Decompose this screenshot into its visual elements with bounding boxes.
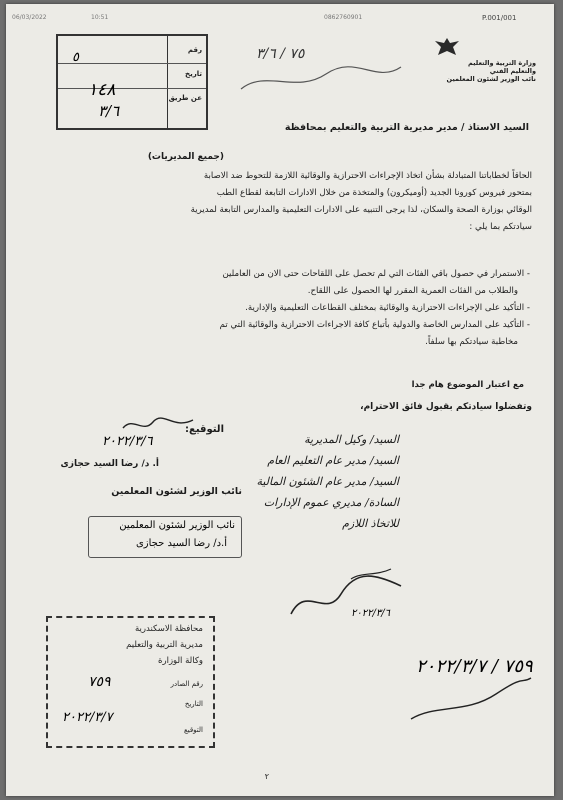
- incoming-register-stamp: [56, 34, 208, 130]
- bullet-list: [40, 266, 530, 351]
- signature-hand-date: ٢٠٢٢/٣/٦: [102, 434, 153, 449]
- stamp-name: أ.د/ رضا السيد حجازى: [135, 538, 227, 549]
- signature-label: التوقيع:: [185, 424, 224, 435]
- bullet-3-line-1: - التأكيد على المدارس الخاصة والدولية بأتباع كافة الاجراءات الاحترازية والوقائية التي تم: [219, 320, 530, 330]
- dept-stamp-line2: مديرية التربية والتعليم: [126, 640, 203, 650]
- note-hand-date: ٢٠٢٢/٣/٦: [351, 608, 390, 619]
- note-line-2: السيد/ مدير عام التعليم العام: [267, 454, 399, 467]
- handwritten-distribution: [256, 429, 399, 534]
- note-line-1: السيد/ وكيل المديرية: [304, 433, 399, 446]
- dept-stamp-line1: محافظة الاسكندرية: [134, 624, 203, 634]
- bullet-2: - التأكيد على الإجراءات الاحترازية والوقائية بمختلف القطاعات التعليمية والإدارية.: [245, 303, 530, 313]
- recipients: (جميع المديريات): [147, 152, 224, 162]
- bullet-3-line-2: مخاطبة سيادتكم بها سلفاً.: [425, 337, 518, 347]
- body-line-1: الحاقاً لخطاباتنا المتبادلة بشأن اتخاذ الإجراءات الاحترازية والوقائية اللازمة للتحوط ضد الاصابة: [203, 171, 532, 181]
- department-stamp: [46, 616, 215, 748]
- note-line-4: السادة/ مديري عموم الإدارات: [263, 496, 399, 509]
- stamp-hand-number: ١٤٨: [88, 80, 116, 100]
- dept-stamp-out-no: ٧٥٩: [88, 674, 111, 690]
- bottom-scribble: [406, 674, 536, 724]
- fax-date: 06/03/2022: [12, 14, 47, 21]
- body-line-2: بمتحور فيروس كورونا الجديد (أوميكرون) والمتخذة من خلال الادارات التابعة لقطاع الطب: [216, 188, 532, 198]
- fax-number: 0862760901: [324, 14, 363, 21]
- stamp-hand-date: ٣/٦: [98, 102, 120, 120]
- note-line-5: للاتخاذ اللازم: [342, 517, 399, 530]
- director-signature: [281, 564, 411, 624]
- stamp-label-date: تاريخ: [185, 70, 202, 78]
- handwriting-scribble: [236, 59, 406, 99]
- ministry-line3: نائب الوزير لشئون المعلمين: [446, 75, 536, 83]
- signature-scribble: [118, 414, 198, 436]
- ministry-line1: وزارة التربية والتعليم: [468, 59, 536, 67]
- dept-stamp-date: ٢٠٢٢/٣/٧: [62, 710, 113, 725]
- stamp-label-number: رقم: [187, 46, 202, 54]
- ministry-header: [446, 59, 536, 83]
- ministry-line2: والتعليم الفني: [489, 67, 536, 75]
- bullet-1-line-1: - الاستمرار في حصول باقي الفئات التي لم تحصل على اللقاحات حتى الان من العاملين: [222, 269, 530, 279]
- document-page: [6, 4, 554, 796]
- addressee: السيد الاستاذ / مدير مديرية التربية والتعليم بمحافظة: [284, 122, 529, 133]
- page-footer: ٢: [264, 772, 269, 781]
- stamp-title: نائب الوزير لشئون المعلمين: [119, 520, 235, 531]
- signatory-name: أ. د/ رضا السيد حجازى: [60, 459, 159, 469]
- importance-note: مع اعتبار الموضوع هام جدا: [411, 380, 524, 390]
- eagle-emblem-icon: [432, 36, 462, 58]
- note-line-3: السيد/ مدير عام الشئون المالية: [256, 475, 399, 488]
- page-number: P.001/001: [482, 14, 517, 22]
- bottom-handwriting: ٧٥٩ / ٢٠٢٢/٣/٧: [416, 656, 533, 677]
- closing-line: وتفضلوا سيادتكم بقبول فائق الاحترام،: [360, 402, 532, 412]
- dept-stamp-line3: وكالة الوزارة: [158, 656, 203, 666]
- bullet-1-line-2: والطلاب من الفئات العمرية المقرر لها الحصول على اللقاح.: [307, 286, 518, 296]
- body-line-3: الوقائي بوزارة الصحة والسكان، لذا يرجى التنبيه على الادارات التعليمية والمدارس التابعة لمديرية: [190, 205, 532, 215]
- fax-time: 10:51: [91, 14, 109, 21]
- body-paragraph: [32, 168, 532, 236]
- signatory-title: نائب الوزير لشئون المعلمين: [111, 486, 242, 497]
- stamp-hand-side: ٥: [72, 50, 79, 65]
- stamp-label-via: عن طريق: [168, 94, 202, 102]
- vice-minister-stamp: [88, 516, 242, 558]
- dept-stamp-sig-label: التوقيع: [184, 726, 203, 734]
- top-handwriting: ٧٥ / ٣/٦: [256, 46, 305, 62]
- dept-stamp-out-no-label: رقم الصادر: [170, 680, 203, 688]
- dept-stamp-date-label: التاريخ: [184, 700, 203, 708]
- body-line-4: سيادتكم بما يلي :: [469, 222, 532, 232]
